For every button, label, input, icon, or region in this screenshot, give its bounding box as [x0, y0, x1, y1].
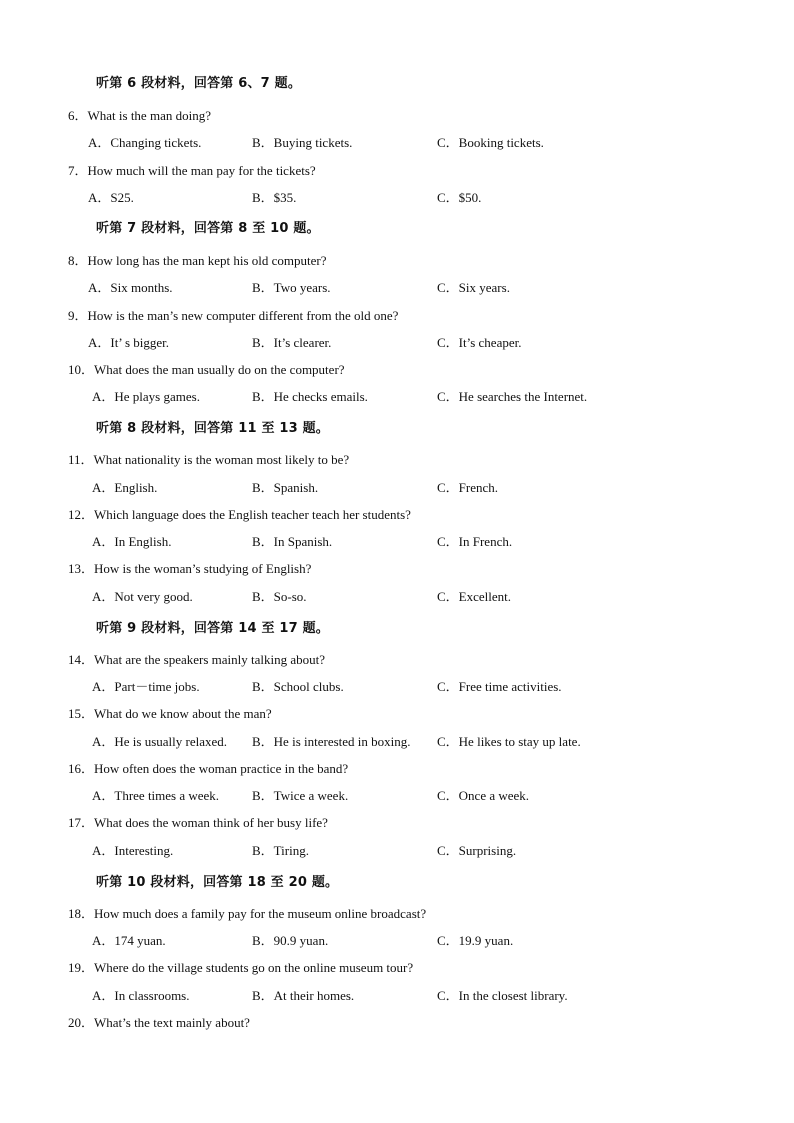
question-7: 7．How much will the man pay for the tickets?: [68, 163, 316, 178]
question-12-option-b: B．In Spanish.: [252, 534, 333, 549]
question-6-option-c: C．Booking tickets.: [437, 135, 544, 150]
question-13-option-a: A．Not very good.: [92, 589, 193, 604]
question-12-option-c: C．In French.: [437, 534, 513, 549]
question-8-option-a: A．Six months.: [88, 280, 173, 295]
question-12-option-a: A．In English.: [92, 534, 172, 549]
question-14-option-b: B．School clubs.: [252, 679, 344, 694]
question-19-option-a: A．In classrooms.: [92, 988, 190, 1003]
question-9-option-a: A．It’ s bigger.: [88, 335, 169, 350]
question-17: 17．What does the woman think of her busy life?: [68, 815, 328, 830]
section-heading-10: 听第 10 段材料，回答第 18 至 20 题。: [96, 875, 339, 890]
question-19-option-b: B．At their homes.: [252, 988, 355, 1003]
question-7-option-c: C．$50.: [437, 190, 482, 205]
question-20: 20．What’s the text mainly about?: [68, 1015, 250, 1030]
section-heading-8: 听第 8 段材料，回答第 11 至 13 题。: [96, 421, 329, 436]
question-9-option-c: C．It’s cheaper.: [437, 335, 522, 350]
question-11-option-a: A．English.: [92, 480, 158, 495]
question-14-option-a: A．Part－time jobs.: [92, 679, 200, 694]
question-9: 9．How is the man’s new computer different from the old one?: [68, 308, 399, 323]
question-13: 13．How is the woman’s studying of English?: [68, 561, 312, 576]
question-15: 15．What do we know about the man?: [68, 706, 272, 721]
question-10-option-c: C．He searches the Internet.: [437, 389, 588, 404]
question-19-option-c: C．In the closest library.: [437, 988, 568, 1003]
question-16-option-b: B．Twice a week.: [252, 788, 349, 803]
question-17-option-c: C．Surprising.: [437, 843, 517, 858]
question-6: 6．What is the man doing?: [68, 108, 211, 123]
question-10-option-b: B．He checks emails.: [252, 389, 368, 404]
question-17-option-b: B．Tiring.: [252, 843, 309, 858]
question-17-option-a: A．Interesting.: [92, 843, 174, 858]
question-15-option-c: C．He likes to stay up late.: [437, 734, 581, 749]
question-12: 12．Which language does the English teacher teach her students?: [68, 507, 411, 522]
question-13-option-c: C．Excellent.: [437, 589, 512, 604]
question-16-option-a: A．Three times a week.: [92, 788, 220, 803]
question-9-option-b: B．It’s clearer.: [252, 335, 332, 350]
question-10: 10．What does the man usually do on the computer?: [68, 362, 345, 377]
question-16-option-c: C．Once a week.: [437, 788, 530, 803]
question-11-option-b: B．Spanish.: [252, 480, 319, 495]
question-10-option-a: A．He plays games.: [92, 389, 200, 404]
question-8-option-c: C．Six years.: [437, 280, 510, 295]
question-8-option-b: B．Two years.: [252, 280, 331, 295]
section-heading-7: 听第 7 段材料，回答第 8 至 10 题。: [96, 221, 320, 236]
section-heading-6: 听第 6 段材料，回答第 6、7 题。: [96, 76, 302, 91]
question-13-option-b: B．So-so.: [252, 589, 307, 604]
question-18-option-b: B．90.9 yuan.: [252, 933, 329, 948]
question-18-option-c: C．19.9 yuan.: [437, 933, 514, 948]
question-7-option-b: B．$35.: [252, 190, 297, 205]
question-7-option-a: A．S25.: [88, 190, 134, 205]
question-8: 8．How long has the man kept his old computer?: [68, 253, 327, 268]
question-18-option-a: A．174 yuan.: [92, 933, 166, 948]
question-15-option-b: B．He is interested in boxing.: [252, 734, 411, 749]
question-11: 11．What nationality is the woman most likely to be?: [68, 452, 350, 467]
question-14-option-c: C．Free time activities.: [437, 679, 562, 694]
question-11-option-c: C．French.: [437, 480, 499, 495]
question-16: 16．How often does the woman practice in the band?: [68, 761, 349, 776]
question-18: 18．How much does a family pay for the museum online broadcast?: [68, 906, 427, 921]
question-15-option-a: A．He is usually relaxed.: [92, 734, 228, 749]
question-19: 19．Where do the village students go on the online museum tour?: [68, 960, 414, 975]
section-heading-9: 听第 9 段材料，回答第 14 至 17 题。: [96, 621, 329, 636]
question-14: 14．What are the speakers mainly talking about?: [68, 652, 326, 667]
question-6-option-a: A．Changing tickets.: [88, 135, 202, 150]
question-6-option-b: B．Buying tickets.: [252, 135, 353, 150]
